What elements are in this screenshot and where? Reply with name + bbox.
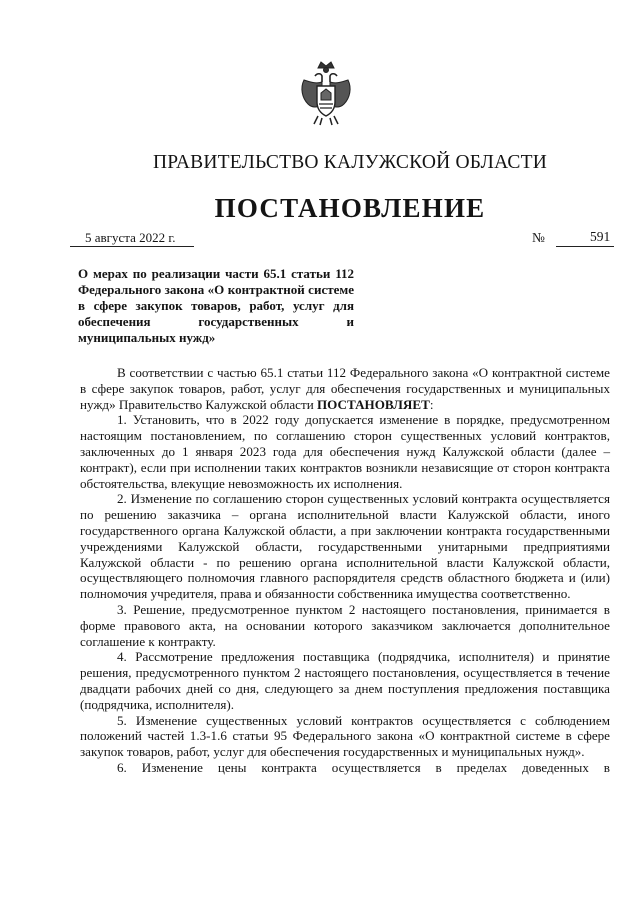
- document-subject: О мерах по реализации части 65.1 статьи 112 Федерального закона «О контрактной системе в сфере закупок товаров, работ, услуг для обеспечения государственных и муниципальных нужд»: [78, 266, 354, 345]
- paragraph-2: 2. Изменение по соглашению сторон существенных условий контракта осуществляется по решению заказчика – органа исполнительной власти Калужской области, иного государственного органа Калужской области, а при заключении контракта государственными учреждениями Калужской области, государственными унитарными предприятиями Калужской области - по решению органа исполнительной власти Калужской области, осуществляющего полномочия главного распорядителя средств областного бюджета и (или) полномочия учредителя, права и обязанности собственника имущества соответственно.: [80, 491, 610, 602]
- decree-word: ПОСТАНОВЛЯЕТ: [317, 396, 430, 412]
- preamble-paragraph: [80, 365, 610, 412]
- decree-colon: :: [429, 396, 434, 412]
- coat-of-arms-icon: [298, 60, 354, 126]
- organization-title: ПРАВИТЕЛЬСТВО КАЛУЖСКОЙ ОБЛАСТИ: [153, 152, 547, 173]
- paragraph-6: 6. Изменение цены контракта осуществляется в пределах доведенных в: [117, 759, 610, 775]
- document-body: [80, 365, 610, 776]
- preamble-text: В соответствии с частью 65.1 статьи 112 Федерального закона «О контрактной системе в сфере закупок товаров, работ, услуг для обеспечения государственных и муниципальных нужд» Правительство Калужской области: [80, 365, 610, 412]
- document-date: 5 августа 2022 г.: [85, 230, 176, 245]
- document-number: 591: [590, 229, 611, 244]
- paragraph-1: 1. Установить, что в 2022 году допускается изменение в порядке, предусмотренном настоящим постановлением, по соглашению сторон существенных условий контрактов, заключенных до 1 января 2023 года для обеспечения нужд Калужской области (далее – контракт), если при исполнении таких контрактов возникли независящие от сторон контракта обстоятельства, влекущие невозможность их исполнения.: [80, 412, 610, 491]
- number-label: №: [532, 230, 545, 245]
- paragraph-4: 4. Рассмотрение предложения поставщика (подрядчика, исполнителя) и принятие решения, предусмотренного пунктом 2 настоящего постановления, осуществляется в течение двадцати рабочих дней со дня, следующего за днем поступления предложения поставщика (подрядчика, исполнителя).: [80, 649, 610, 712]
- document-type-title: ПОСТАНОВЛЕНИЕ: [214, 193, 486, 223]
- paragraph-3: 3. Решение, предусмотренное пунктом 2 настоящего постановления, принимается в форме правового акта, на основании которого заказчиком заключается дополнительное соглашение к контракту.: [80, 601, 610, 649]
- paragraph-5: 5. Изменение существенных условий контрактов осуществляется с соблюдением положений частей 1.3-1.6 статьи 95 Федерального закона «О контрактной системе в сфере закупок товаров, работ, услуг для обеспечения государственных и муниципальных нужд».: [80, 712, 610, 760]
